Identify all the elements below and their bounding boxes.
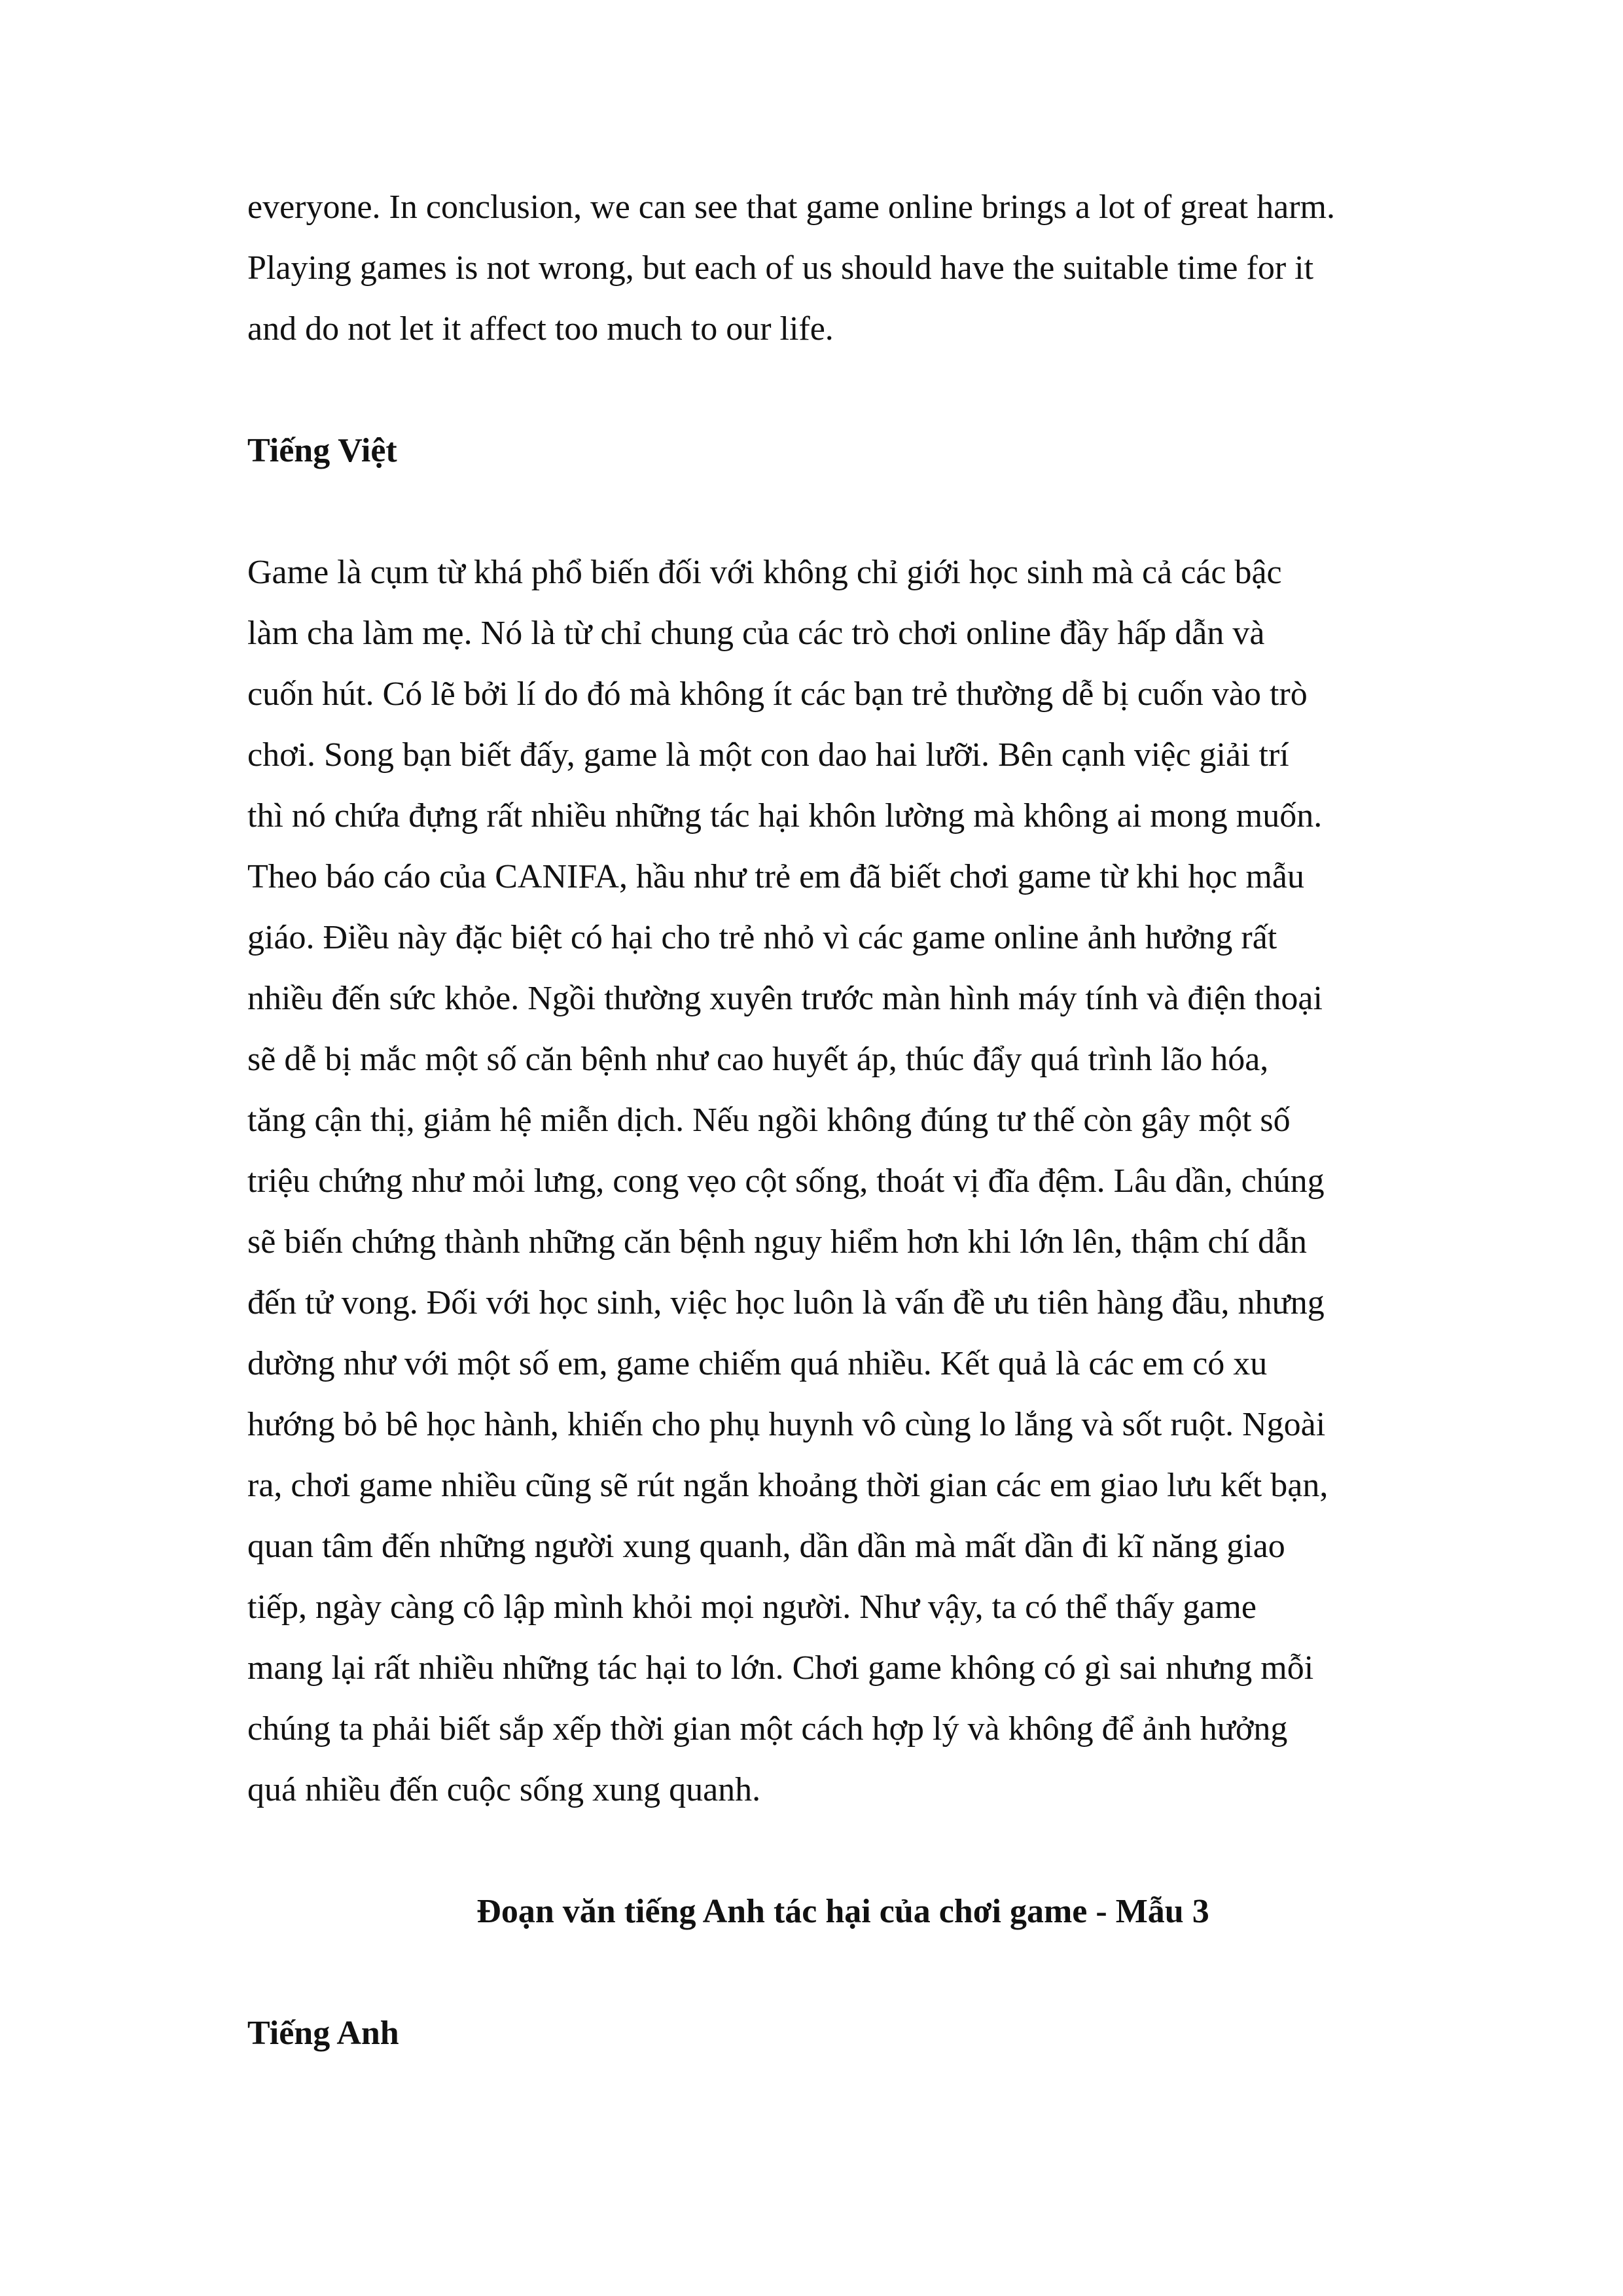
text-line: đến tử vong. Đối với học sinh, việc học luôn là vấn đề ưu tiên hàng đầu, nhưng (247, 1284, 1325, 1321)
text-line: mang lại rất nhiều những tác hại to lớn. Chơi game không có gì sai nhưng mỗi (247, 1649, 1314, 1687)
text-line: chơi. Song bạn biết đấy, game là một con dao hai lưỡi. Bên cạnh việc giải trí (247, 736, 1289, 774)
text-line: sẽ biến chứng thành những căn bệnh nguy hiểm hơn khi lớn lên, thậm chí dẫn (247, 1223, 1308, 1261)
text-line: cuốn hút. Có lẽ bởi lí do đó mà không ít các bạn trẻ thường dễ bị cuốn vào trò (247, 675, 1308, 713)
section-heading-english: Tiếng Anh (247, 2015, 399, 2052)
page-content (247, 177, 1438, 2064)
text-line: hướng bỏ bê học hành, khiến cho phụ huynh vô cùng lo lắng và sốt ruột. Ngoài (247, 1406, 1326, 1443)
text-line: sẽ dễ bị mắc một số căn bệnh như cao huyết áp, thúc đẩy quá trình lão hóa, (247, 1041, 1269, 1078)
text-line: triệu chứng như mỏi lưng, cong vẹo cột sống, thoát vị đĩa đệm. Lâu dần, chúng (247, 1162, 1325, 1200)
vietnamese-paragraph (247, 542, 1438, 1820)
text-line: Playing games is not wrong, but each of us should have the suitable time for it (247, 249, 1314, 287)
text-line: tăng cận thị, giảm hệ miễn dịch. Nếu ngồi không đúng tư thế còn gây một số (247, 1102, 1291, 1139)
text-line: quan tâm đến những người xung quanh, dần dần mà mất dần đi kĩ năng giao (247, 1528, 1285, 1565)
text-line: giáo. Điều này đặc biệt có hại cho trẻ nhỏ vì các game online ảnh hưởng rất (247, 919, 1277, 956)
spacer (247, 481, 1438, 542)
text-line: làm cha làm mẹ. Nó là từ chỉ chung của các trò chơi online đầy hấp dẫn và (247, 615, 1265, 652)
spacer (247, 1942, 1438, 2003)
text-line: quá nhiều đến cuộc sống xung quanh. (247, 1771, 761, 1808)
spacer (247, 1820, 1438, 1881)
text-line: nhiều đến sức khỏe. Ngồi thường xuyên trước màn hình máy tính và điện thoại (247, 980, 1323, 1017)
text-line: everyone. In conclusion, we can see that game online brings a lot of great harm. (247, 188, 1335, 226)
spacer (247, 359, 1438, 420)
section-title-sample-3: Đoạn văn tiếng Anh tác hại của chơi game - Mẫu 3 (476, 1893, 1209, 1930)
text-line: tiếp, ngày càng cô lập mình khỏi mọi người. Như vậy, ta có thể thấy game (247, 1588, 1257, 1626)
text-line: Game là cụm từ khá phổ biến đối với không chỉ giới học sinh mà cả các bậc (247, 554, 1282, 591)
text-line: and do not let it affect too much to our life. (247, 310, 834, 348)
english-paragraph-ending (247, 177, 1438, 359)
text-line: ra, chơi game nhiều cũng sẽ rút ngắn khoảng thời gian các em giao lưu kết bạn, (247, 1467, 1329, 1504)
text-line: chúng ta phải biết sắp xếp thời gian một cách hợp lý và không để ảnh hưởng (247, 1710, 1288, 1748)
text-line: thì nó chứa đựng rất nhiều những tác hại khôn lường mà không ai mong muốn. (247, 797, 1323, 834)
text-line: dường như với một số em, game chiếm quá nhiều. Kết quả là các em có xu (247, 1345, 1268, 1382)
section-heading-vietnamese: Tiếng Việt (247, 432, 397, 469)
text-line: Theo báo cáo của CANIFA, hầu như trẻ em đã biết chơi game từ khi học mẫu (247, 858, 1304, 895)
